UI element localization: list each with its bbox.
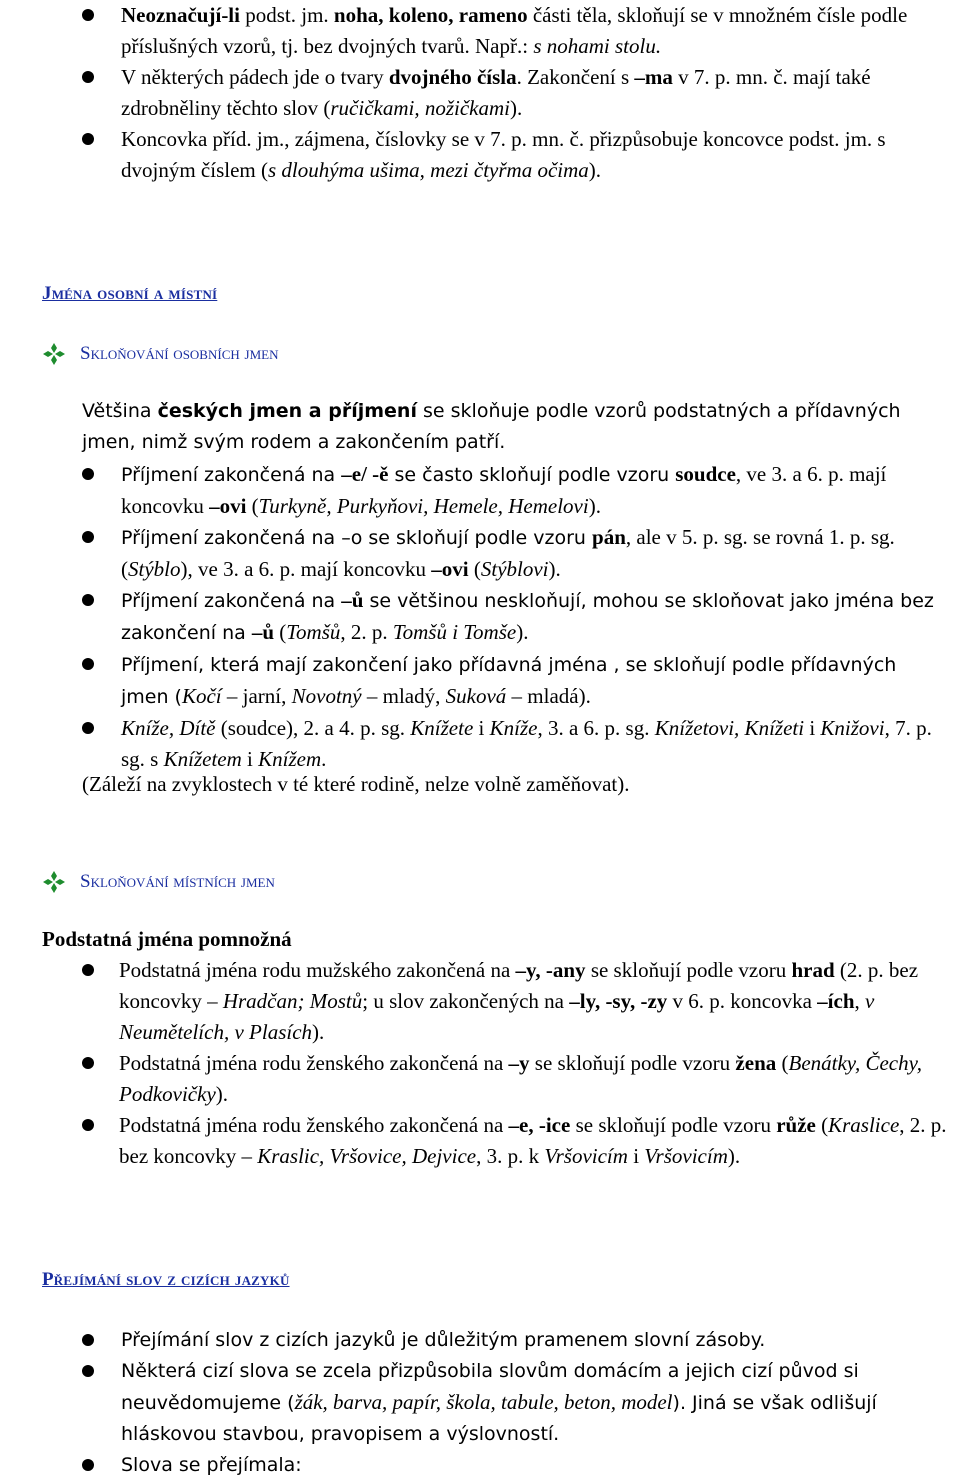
subheading-text: Skloňování místních jmen xyxy=(80,871,275,892)
text: . xyxy=(321,747,327,771)
text: ). xyxy=(215,1082,229,1106)
text: i xyxy=(241,747,259,771)
list-item xyxy=(0,1048,960,1110)
text: , 7. p. sg. s xyxy=(121,716,932,771)
list-item xyxy=(0,585,960,649)
text: Podstatná jména rodu mužského zakončená na xyxy=(119,958,516,982)
list-item xyxy=(0,62,960,124)
text: ( xyxy=(274,620,287,644)
text: –e/ -ě xyxy=(341,462,389,486)
text: hrad xyxy=(791,958,835,982)
text: Neoznačují-li xyxy=(121,3,240,27)
text: Kraslic, Vršovice, Dejvice xyxy=(257,1144,477,1168)
text: se skloňují podle vzoru xyxy=(585,958,792,982)
text: ). xyxy=(312,1020,325,1044)
section-heading-prejimani xyxy=(42,1264,290,1295)
text: Příjmení, která mají zakončení jako přídavná jména , se skloňují podle přídavných jmen ( xyxy=(121,654,897,708)
text: Příjmení zakončená na xyxy=(121,590,342,612)
text: Příjmení zakončená na –o se skloňují podle vzoru xyxy=(121,527,593,549)
text: , ale v 5. p. sg. se rovná 1. p. sg. ( xyxy=(121,525,895,581)
text: –ích xyxy=(817,989,855,1013)
list-item xyxy=(0,124,960,186)
text: Knížem xyxy=(258,747,322,771)
text: Příjmení zakončená na xyxy=(121,464,342,486)
list-item xyxy=(0,0,960,62)
text: i xyxy=(804,716,821,740)
text: – mladá). xyxy=(506,684,591,708)
list-item xyxy=(0,1450,960,1481)
text: se skloňují podle vzoru xyxy=(529,1051,736,1075)
text: , xyxy=(854,989,866,1013)
text: –ly, -sy, -zy xyxy=(569,989,668,1013)
text: ). xyxy=(510,96,523,120)
text: Vršovicím xyxy=(544,1144,628,1168)
text: Kníže xyxy=(489,716,538,740)
list-item xyxy=(0,649,960,713)
text: (2. p. bez koncovky – xyxy=(119,958,919,1013)
heading-text: Jména osobní a místní xyxy=(42,283,218,304)
list-item xyxy=(0,459,960,522)
text: Knížetovi, Knížeti xyxy=(654,716,805,740)
text: v Neumětelích, v Plasích xyxy=(119,989,875,1044)
text: Některá cizí slova se zcela přizpůsobila slovům domácím a jejich cizí původ si neuvědomujeme ( xyxy=(121,1360,859,1414)
text: , 2. p. xyxy=(340,620,393,644)
text: Knižovi xyxy=(820,716,885,740)
section-heading-jmena xyxy=(42,278,217,309)
text: Podstatná jména rodu ženského zakončená na xyxy=(119,1051,509,1075)
text: ). xyxy=(516,620,529,644)
text: ručičkami, nožičkami xyxy=(330,96,510,120)
text: Slova se přejímala: xyxy=(121,1454,302,1476)
text: ( xyxy=(776,1051,789,1075)
osobni-intro xyxy=(82,396,948,458)
text: Většina xyxy=(82,400,158,422)
text: Tomšů xyxy=(286,620,341,644)
text: –ů xyxy=(341,588,364,612)
text: se skloňují podle vzoru xyxy=(570,1113,777,1137)
text: Vršovicím xyxy=(644,1144,728,1168)
text: pán xyxy=(592,525,626,549)
diamond-bullet-icon xyxy=(42,870,66,894)
text: V některých pádech jde o tvary xyxy=(121,65,389,89)
text: –ovi xyxy=(209,494,247,518)
text: se skloňuje podle vzorů podstatných a přídavných jmen, nimž svým rodem a zakončením patří. xyxy=(82,400,901,453)
text: Přejímání slov z cizích jazyků je důležitým pramenem slovní zásoby. xyxy=(121,1329,766,1351)
list-item xyxy=(0,955,960,1048)
mistni-list xyxy=(0,955,960,1172)
text: , 3. a 6. p. sg. xyxy=(537,716,655,740)
text: ). xyxy=(727,1144,741,1168)
diamond-bullet-icon xyxy=(42,342,66,366)
text: Kraslice xyxy=(828,1113,900,1137)
text: s dlouhýma ušima, mezi čtyřma očima xyxy=(267,158,589,182)
pomnozna-heading xyxy=(42,924,292,955)
text: dvojného čísla xyxy=(388,65,517,89)
text: ). xyxy=(588,158,602,182)
list-item xyxy=(0,1356,960,1450)
text: Benátky, Čechy, Podkovičky xyxy=(119,1051,923,1106)
text: –y, -any xyxy=(515,958,586,982)
text: Stýblo xyxy=(128,557,181,581)
heading-text: Přejímání slov z cizích jazyků xyxy=(42,1269,290,1290)
text: v 7. p. mn. č. mají také zdrobněliny těchto slov ( xyxy=(121,65,871,120)
text: v 6. p. koncovka xyxy=(667,989,818,1013)
text: ), ve 3. a 6. p. mají koncovku xyxy=(180,557,432,581)
text: i xyxy=(473,716,490,740)
text: Kníže, Dítě xyxy=(121,716,216,740)
text: , ve 3. a 6. p. mají koncovku xyxy=(121,462,887,518)
osobni-list xyxy=(0,459,960,775)
osobni-note xyxy=(82,769,948,800)
text: , 2. p. bez koncovky – xyxy=(119,1113,947,1168)
text: žena xyxy=(735,1051,777,1075)
text: části těla, skloňují se v množném čísle podle příslušných vzorů, tj. bez dvojných tvarů. Např.: xyxy=(121,3,908,58)
text: Knížete xyxy=(410,716,474,740)
subheading-text: Skloňování osobních jmen xyxy=(80,343,279,364)
text: se většinou neskloňují, mohou se skloňovat jako jména bez zakončení na xyxy=(121,590,934,644)
text: Suková xyxy=(445,684,507,708)
text: ). xyxy=(588,494,601,518)
text: Turkyně, Purkyňovi, Hemele, Hemelovi xyxy=(258,494,589,518)
text: ). Jiná se však odlišují hláskovou stavbou, pravopisem a výslovností. xyxy=(121,1392,877,1445)
text: růže xyxy=(776,1113,816,1137)
subheading-mistni xyxy=(42,866,275,897)
text: s nohami stolu. xyxy=(533,34,662,58)
text: ( xyxy=(815,1113,829,1137)
list-item xyxy=(0,1110,960,1172)
text: – jarní, xyxy=(221,684,292,708)
text: . Zakončení s xyxy=(516,65,635,89)
text: soudce xyxy=(675,462,736,486)
text: Knížetem xyxy=(163,747,242,771)
text: Tomšů i Tomše xyxy=(392,620,517,644)
text: – mladý, xyxy=(361,684,446,708)
text: podst. jm. xyxy=(239,3,334,27)
text: –e, -ice xyxy=(508,1113,571,1137)
text: –ma xyxy=(634,65,673,89)
text: –y xyxy=(508,1051,530,1075)
text: Koncovka příd. jm., zájmena, číslovky se v 7. p. mn. č. přizpůsobuje koncovce podst. jm. s dvojným číslem ( xyxy=(121,127,886,182)
text: ( xyxy=(468,557,481,581)
text: ). xyxy=(548,557,561,581)
text: žák, barva, papír, škola, tabule, beton, model xyxy=(294,1390,673,1414)
text: Hradčan; Mostů xyxy=(222,989,363,1013)
text: se často skloňují podle vzoru xyxy=(388,464,676,486)
text: Kočí xyxy=(181,684,222,708)
text: (soudce), 2. a 4. p. sg. xyxy=(215,716,411,740)
text: –ů xyxy=(251,620,275,644)
subheading-osobni xyxy=(42,338,278,369)
text: Novotný xyxy=(291,684,362,708)
text: , 3. p. k xyxy=(476,1144,545,1168)
text: ; u slov zakončených na xyxy=(362,989,570,1013)
text: Podstatná jména pomnožná xyxy=(42,927,292,951)
text: (Záleží na zvyklostech v té které rodině, nelze volně zaměňovat). xyxy=(82,772,630,796)
text: Stýblovi xyxy=(480,557,549,581)
text: noha, koleno, rameno xyxy=(333,3,528,27)
text: –ovi xyxy=(431,557,469,581)
prejimani-list xyxy=(0,1325,960,1481)
intro-list xyxy=(0,0,960,186)
text: ( xyxy=(246,494,259,518)
list-item xyxy=(0,522,960,585)
list-item xyxy=(0,713,960,775)
text: i xyxy=(627,1144,645,1168)
list-item xyxy=(0,1325,960,1356)
text: českých jmen a příjmení xyxy=(157,400,417,422)
text: Podstatná jména rodu ženského zakončená na xyxy=(119,1113,509,1137)
